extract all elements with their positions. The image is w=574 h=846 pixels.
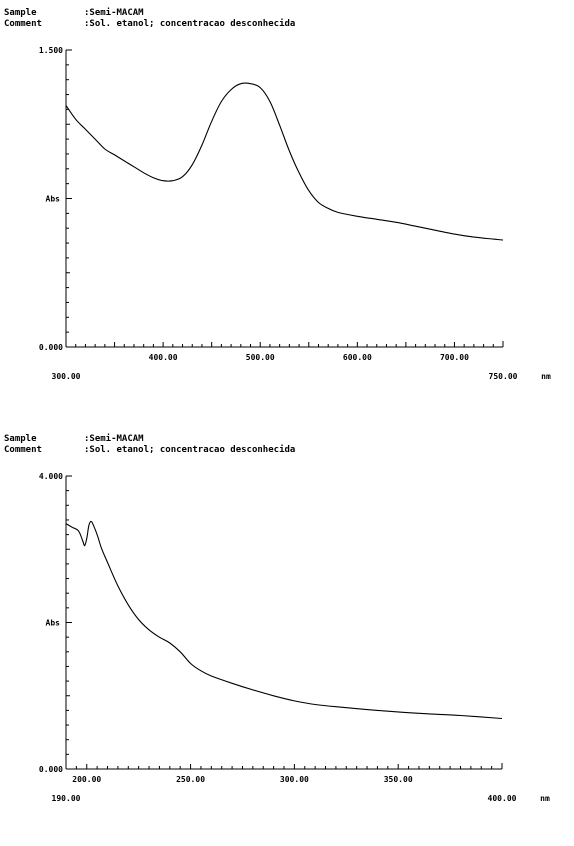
y-max-label: 4.000 [38, 472, 63, 481]
x-tick-label: 600.00 [342, 353, 372, 362]
comment-label: Comment [4, 19, 42, 29]
sample-label: Sample [4, 8, 37, 18]
comment-value: :Sol. etanol; concentracao desconhecida [84, 445, 296, 455]
x-unit-label: nm [540, 794, 550, 803]
sample-value: :Semi-MACAM [84, 8, 144, 18]
x-tick-label: 500.00 [245, 353, 275, 362]
x-tick-label: 700.00 [439, 353, 469, 362]
spectrum-block-1 [0, 0, 574, 420]
y-axis-label: Abs [45, 618, 60, 628]
x-min-label: 190.00 [51, 794, 81, 803]
sample-value: :Semi-MACAM [84, 434, 144, 444]
x-max-label: 750.00 [488, 372, 518, 381]
y-axis-label: Abs [45, 194, 60, 204]
x-tick-label: 300.00 [279, 775, 309, 784]
x-tick-label: 250.00 [176, 775, 206, 784]
x-unit-label: nm [541, 372, 551, 381]
absorbance-chart-1 [0, 0, 574, 420]
x-tick-label: 400.00 [148, 353, 178, 362]
comment-label: Comment [4, 445, 42, 455]
absorbance-chart-2 [0, 426, 574, 846]
spectrum-line [66, 521, 502, 718]
x-tick-label: 200.00 [72, 775, 102, 784]
spectrum-block-2 [0, 426, 574, 846]
comment-value: :Sol. etanol; concentracao desconhecida [84, 19, 296, 29]
y-min-label: 0.000 [38, 765, 63, 774]
sample-label: Sample [4, 434, 37, 444]
x-tick-label: 350.00 [383, 775, 413, 784]
x-min-label: 300.00 [51, 372, 81, 381]
y-min-label: 0.000 [38, 343, 63, 352]
x-max-label: 400.00 [487, 794, 517, 803]
y-max-label: 1.500 [38, 46, 63, 55]
spectrum-line [66, 83, 503, 240]
